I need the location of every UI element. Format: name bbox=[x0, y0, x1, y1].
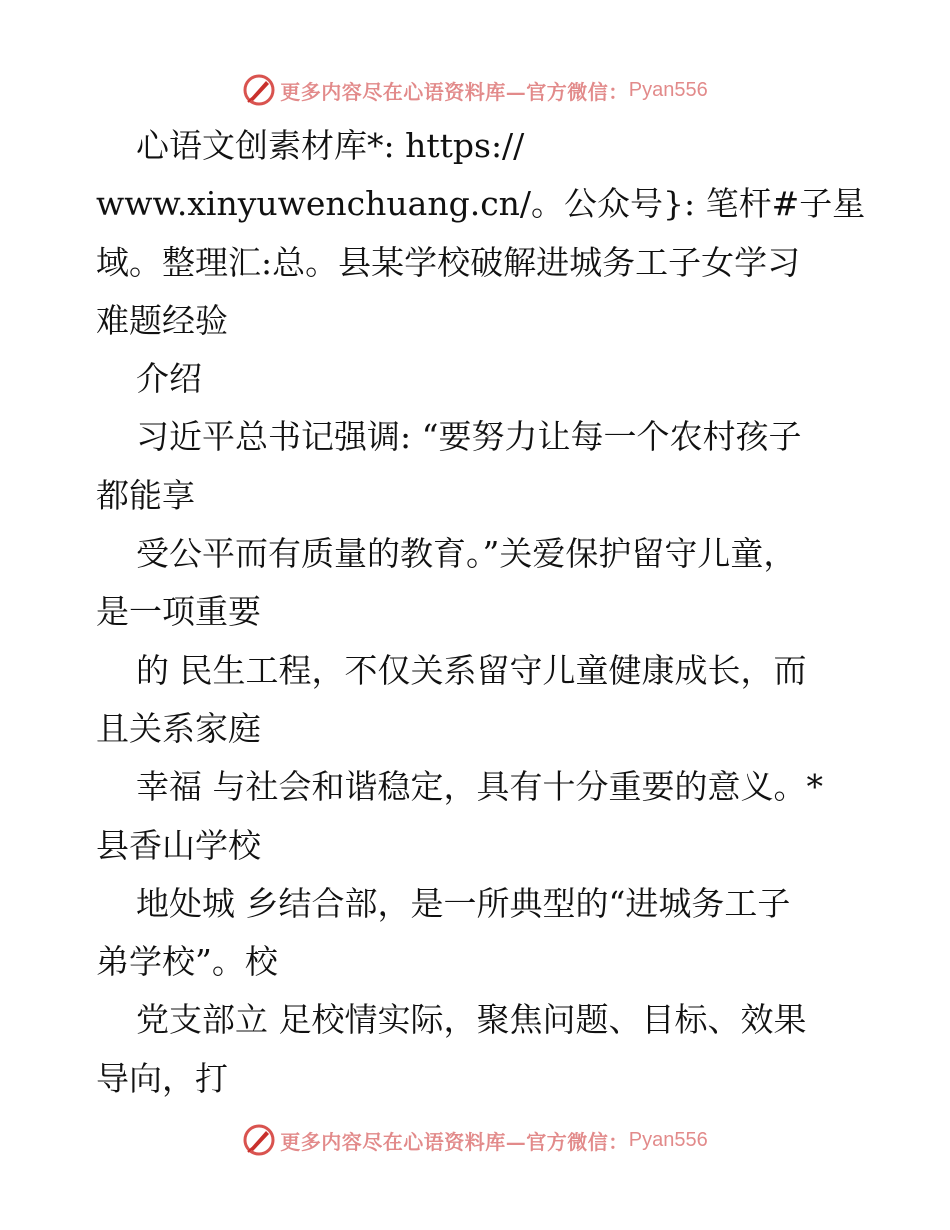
body-line: 党支部立 足校情实际，聚焦问题、目标、效果 bbox=[136, 1000, 807, 1040]
footer-wechat-id: Pyan556 bbox=[628, 1128, 708, 1151]
quill-emblem-icon bbox=[242, 1123, 276, 1157]
quill-emblem-icon bbox=[242, 73, 276, 107]
body-line: 且关系家庭 bbox=[96, 708, 261, 748]
body-line: 介绍 bbox=[136, 359, 202, 399]
body-line: 县香山学校 bbox=[96, 825, 261, 865]
body-line: www.xinyuwenchuang.cn/。公众号}: 笔杆#子星 bbox=[96, 184, 866, 224]
body-line: 受公平而有质量的教育。”关爱保护留守儿童， bbox=[136, 534, 797, 574]
body-line: 难题经验 bbox=[96, 300, 228, 340]
body-line: 是一项重要 bbox=[96, 592, 261, 632]
footer-banner-text: 更多内容尽在心语资料库—官方微信： bbox=[280, 1129, 629, 1154]
body-line: 幸福 与社会和谐稳定，具有十分重要的意义。* bbox=[136, 767, 823, 807]
body-line: 导向，打 bbox=[96, 1058, 228, 1098]
header-banner bbox=[0, 70, 950, 110]
body-line: 都能享 bbox=[96, 475, 195, 515]
body-line: 地处城 乡结合部，是一所典型的“进城务工子 bbox=[136, 883, 791, 923]
body-line: 的 民生工程，不仅关系留守儿童健康成长，而 bbox=[136, 650, 807, 690]
document-body bbox=[96, 117, 866, 1108]
footer-banner bbox=[0, 1120, 950, 1160]
body-line: 弟学校”。校 bbox=[96, 942, 278, 982]
body-line: 习近平总书记强调: “要努力让每一个农村孩子 bbox=[136, 417, 802, 457]
header-wechat-id: Pyan556 bbox=[628, 78, 708, 101]
header-banner-text: 更多内容尽在心语资料库—官方微信： bbox=[280, 79, 629, 104]
body-line: 域。整理汇:总。县某学校破解进城务工子女学习 bbox=[96, 242, 801, 282]
body-line: 心语文创素材库*: https:// bbox=[136, 126, 525, 165]
